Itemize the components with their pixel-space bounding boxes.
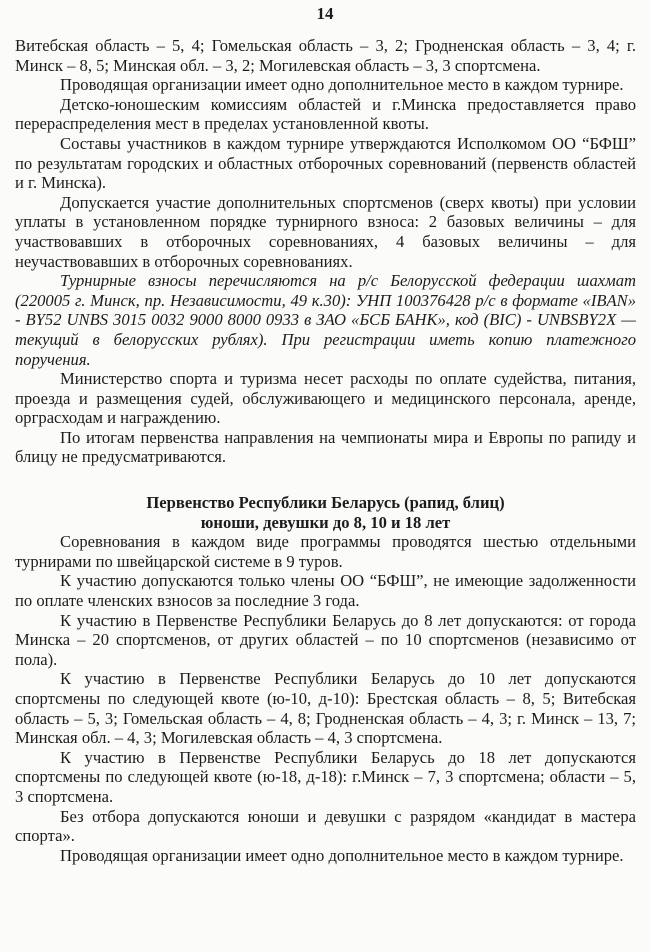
section-gap [15,467,636,493]
document-body [15,36,636,865]
page-number: 14 [316,4,334,23]
section-heading-line1: Первенство Республики Беларусь (рапид, блиц) [146,493,505,513]
paragraph-additional-athletes: Допускается участие дополнительных спортсменов (сверх квоты) при условии уплаты в установленном порядке турнирного взноса: 2 базовых величины – для участвовавших в отборочных соревнованиях, 4 базовых величины – для неучаствовавших в отборочных соревнованиях. [15,192,636,271]
paragraph-extra-place: Проводящая организации имеет одно дополнительное место в каждом турнире. [60,75,624,95]
paragraph-no-world-europe: По итогам первенства направления на чемпионаты мира и Европы по рапиду и блицу не предусматриваются. [15,427,636,467]
rapid-blitz-section [15,493,636,865]
paragraph-participant-approval: Составы участников в каждом турнире утверждаются Исполкомом ОО “БФШ” по результатам городских и областных отборочных соревнований (первенств областей и г. Минска). [15,133,636,193]
section-heading-line2: юноши, девушки до 8, 10 и 18 лет [200,512,451,532]
quota-section [15,36,636,467]
paragraph-u18-quota: К участию в Первенстве Республики Беларусь до 18 лет допускаются спортсмены по следующей квоте (ю-18, д-18): г.Минск – 7, 3 спортсмена; области – 5, 3 спортсмена. [15,747,636,806]
paragraph-tournament-format: Соревнования в каждом виде программы проводятся шестью отдельными турнирами по швейцарской системе в 9 туров. [15,532,636,571]
paragraph-redistribution: Детско-юношеским комиссиям областей и г.Минска предоставляется право перераспределения мест в пределах установленной квоты. [15,94,636,134]
paragraph-membership: К участию допускаются только члены ОО “БФШ”, не имеющие задолженности по оплате членских взносов за последние 3 года. [15,571,636,611]
paragraph-u10-quota: К участию в Первенстве Республики Беларусь до 10 лет допускаются спортсмены по следующей квоте (ю-10, д-10): Брестская область – 8, 5; Витебская область – 5, 3; Гомельская область – 4, 8; Гродненская область – 4, 3; г. Минск – 13, 7; Минская обл. – 4, 3; Могилевская область – 4, 3 спортсмена. [15,669,636,748]
paragraph-organizer-extra-place: Проводящая организации имеет одно дополнительное место в каждом турнире. [60,845,624,865]
paragraph-payment-details: Турнирные взносы перечисляются на р/с Белорусской федерации шахмат (220005 г. Минск, пр. Независимости, 49 к.30): УНП 100376428 р/с в формате «IBAN» - BY52 UNBS 3015 0032 9000 8000 0933 в ЗАО «БСБ БАНК», код (BIC) - UNBSBY2X — текущий в белорусских рублях). При регистрации иметь копию платежного поручения. [15,271,636,369]
paragraph-cms-admission: Без отбора допускаются юноши и девушки с разрядом «кандидат в мастера спорта». [15,806,636,846]
paragraph-u8-quota: К участию в Первенстве Республики Беларусь до 8 лет допускаются: от города Минска – 20 спортсменов, от других областей – по 10 спортсменов (независимо от пола). [15,610,636,669]
paragraph-quota-continuation: Витебская область – 5, 4; Гомельская область – 3, 2; Гродненская область – 3, 4; г. Минск – 8, 5; Минская обл. – 3, 2; Могилевская область – 3, 3 спортсмена. [15,36,636,75]
paragraph-ministry-expenses: Министерство спорта и туризма несет расходы по оплате судейства, питания, проезда и размещения судей, обслуживающего и медицинского персонала, аренде, орграсходам и награждению. [15,369,636,428]
